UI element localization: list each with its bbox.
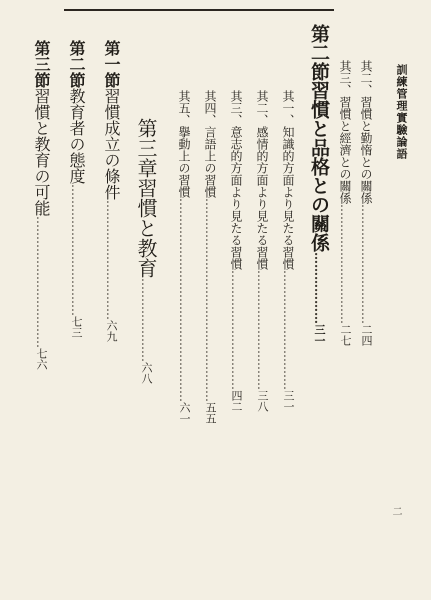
section-label: 第一節 [102, 40, 121, 88]
entry-label: 其二、 [255, 90, 269, 126]
toc-entry: 其四、言語上の習慣……………………………………………五五 [203, 90, 217, 424]
toc-entry: 其三、意志的方面より見たる習慣…………………………四二 [229, 90, 243, 412]
entry-page: 三一 [313, 324, 326, 346]
section-title: 習慣成立の條件 [102, 88, 121, 200]
entry-page: 七六 [35, 348, 48, 370]
entry-page: 二七 [339, 324, 352, 346]
section-title: 習慣と教育の可能 [32, 88, 51, 216]
entry-page: 七三 [70, 316, 83, 338]
entry-label: 其二、 [359, 60, 373, 96]
toc-section: 第一節習慣成立の條件…………………………六九 [102, 40, 121, 342]
entry-page: 六九 [105, 320, 118, 342]
page-number: 二 [390, 506, 401, 516]
entry-page: 二四 [360, 324, 373, 346]
toc-entry: 其二、感情的方面より見たる習慣…………………………三八 [255, 90, 269, 412]
entry-page: 五五 [204, 402, 217, 424]
chapter-title: 習慣と教育 [134, 178, 158, 278]
entry-page: 六一 [178, 402, 191, 424]
entry-title: 習慣と勤惰との關係 [359, 96, 373, 204]
entry-title: 言語上の習慣 [203, 126, 217, 198]
section-label: 第三節 [32, 40, 51, 88]
entry-label: 其一、 [281, 90, 295, 126]
entry-page: 六八 [140, 362, 153, 384]
entry-label: 其五、 [177, 90, 191, 126]
entry-page: 三八 [256, 390, 269, 412]
toc-section: 第二節習慣と品格との關係………………三一 [308, 24, 330, 346]
toc-section: 第二節教育者の態度……………………………七三 [67, 40, 86, 338]
entry-label: 其四、 [203, 90, 217, 126]
entry-label: 其三、 [338, 60, 352, 96]
entry-label: 其三、 [229, 90, 243, 126]
toc-entry: 其三、習慣と經濟との關係…………………………二七 [338, 60, 352, 346]
entry-title: 意志的方面より見たる習慣 [229, 126, 243, 270]
section-title: 教育者の態度 [67, 88, 86, 184]
entry-title: 習慣と經濟との關係 [338, 96, 352, 204]
entry-title: 感情的方面より見たる習慣 [255, 126, 269, 270]
toc-entry: 其五、擧動上の習慣……………………………………………六一 [177, 90, 191, 424]
toc-section: 第三節習慣と教育の可能……………………………七六 [32, 40, 51, 370]
top-rule [64, 9, 334, 11]
entry-title: 知識的方面より見たる習慣 [281, 126, 295, 270]
section-label: 第二節 [67, 40, 86, 88]
toc-chapter: 第三章習慣と教育…………………六八 [134, 118, 158, 384]
running-head: 訓練管理實驗論語 [395, 64, 408, 160]
entry-title: 擧動上の習慣 [177, 126, 191, 198]
entry-page: 三一 [282, 390, 295, 412]
entry-page: 四二 [230, 390, 243, 412]
toc-entry: 其二、習慣と勤惰との關係…………………………二四 [359, 60, 373, 346]
chapter-label: 第三章 [134, 118, 158, 178]
toc-entry: 其一、知識的方面より見たる習慣…………………………三一 [281, 90, 295, 412]
section-title: 習慣と品格との關係 [308, 81, 330, 252]
section-label: 第二節 [308, 24, 330, 81]
